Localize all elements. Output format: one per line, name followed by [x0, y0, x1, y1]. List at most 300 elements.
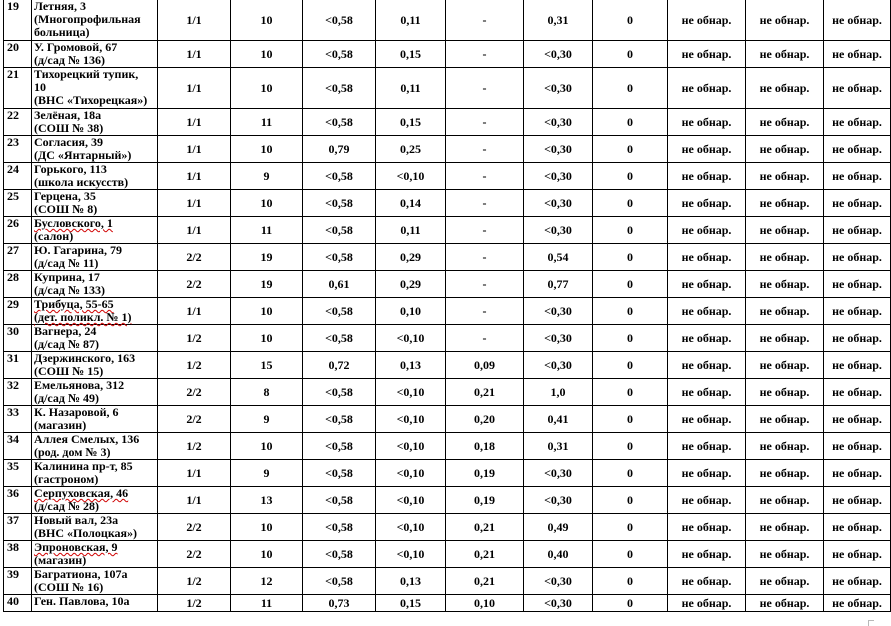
result-2-cell: не обнар.	[746, 487, 824, 514]
value-a-cell: 0,79	[303, 136, 376, 163]
measurement-table	[3, 0, 891, 612]
address-cell	[32, 217, 158, 244]
value-c-cell: -	[446, 217, 524, 244]
value-a-cell: <0,58	[303, 433, 376, 460]
value-e-cell: 0	[593, 190, 668, 217]
value-a-cell: 0,61	[303, 271, 376, 298]
value-d-cell: 0,49	[524, 514, 593, 541]
row-number: 29	[4, 298, 32, 325]
result-1-cell: не обнар.	[668, 568, 746, 595]
value-b-cell: <0,10	[376, 460, 446, 487]
value-b-cell: 0,15	[376, 109, 446, 136]
address-line: Бусловского, 1	[34, 216, 113, 230]
address-line: (салон)	[34, 229, 74, 243]
value-d-cell: 1,0	[524, 379, 593, 406]
sample-count-cell: 1/1	[158, 163, 231, 190]
result-1-cell: не обнар.	[668, 514, 746, 541]
value-a-cell: <0,58	[303, 41, 376, 68]
table-row	[4, 163, 891, 190]
value-e-cell: 0	[593, 163, 668, 190]
samples-total-cell: 10	[231, 190, 303, 217]
row-number: 38	[4, 541, 32, 568]
table-row	[4, 0, 891, 41]
address-line: Зелёная, 18а	[34, 108, 102, 122]
address-line: (д/сад № 11)	[34, 256, 99, 270]
samples-total-cell: 10	[231, 298, 303, 325]
address-cell	[32, 271, 158, 298]
sample-count-cell: 1/1	[158, 136, 231, 163]
value-b-cell: <0,10	[376, 433, 446, 460]
value-a-cell: <0,58	[303, 109, 376, 136]
value-c-cell: -	[446, 190, 524, 217]
result-3-cell: не обнар.	[824, 190, 891, 217]
value-d-cell: <0,30	[524, 298, 593, 325]
value-a-cell: <0,58	[303, 514, 376, 541]
address-line: Ю. Гагарина, 79	[34, 243, 123, 257]
result-1-cell: не обнар.	[668, 244, 746, 271]
value-c-cell: 0,21	[446, 568, 524, 595]
result-2-cell: не обнар.	[746, 379, 824, 406]
row-number: 28	[4, 271, 32, 298]
sample-count-cell: 1/2	[158, 352, 231, 379]
address-line: (гастроном)	[34, 472, 99, 486]
value-b-cell: <0,10	[376, 541, 446, 568]
result-2-cell: не обнар.	[746, 136, 824, 163]
result-1-cell: не обнар.	[668, 217, 746, 244]
value-d-cell: 0,31	[524, 433, 593, 460]
address-line: (род. дом № 3)	[34, 445, 111, 459]
samples-total-cell: 15	[231, 352, 303, 379]
value-a-cell: <0,58	[303, 379, 376, 406]
value-c-cell: 0,21	[446, 541, 524, 568]
value-c-cell: 0,10	[446, 595, 524, 612]
address-line: (СОШ № 38)	[34, 121, 104, 135]
value-b-cell: 0,14	[376, 190, 446, 217]
value-b-cell: <0,10	[376, 325, 446, 352]
row-number: 32	[4, 379, 32, 406]
value-c-cell: -	[446, 136, 524, 163]
row-number: 26	[4, 217, 32, 244]
address-line: больница)	[34, 25, 90, 39]
sample-count-cell: 1/2	[158, 595, 231, 612]
table-row	[4, 41, 891, 68]
result-2-cell: не обнар.	[746, 271, 824, 298]
result-1-cell: не обнар.	[668, 352, 746, 379]
result-1-cell: не обнар.	[668, 460, 746, 487]
value-b-cell: 0,11	[376, 0, 446, 41]
result-1-cell: не обнар.	[668, 406, 746, 433]
result-2-cell: не обнар.	[746, 244, 824, 271]
result-1-cell: не обнар.	[668, 163, 746, 190]
address-cell	[32, 379, 158, 406]
result-3-cell: не обнар.	[824, 460, 891, 487]
value-d-cell: 0,77	[524, 271, 593, 298]
address-cell	[32, 109, 158, 136]
sample-count-cell: 1/1	[158, 68, 231, 109]
address-line: (СОШ № 15)	[34, 364, 104, 378]
sample-count-cell: 1/2	[158, 325, 231, 352]
value-a-cell: <0,58	[303, 190, 376, 217]
result-3-cell: не обнар.	[824, 514, 891, 541]
row-number: 40	[4, 595, 32, 612]
address-line: (ДС «Янтарный»)	[34, 148, 132, 162]
value-b-cell: <0,10	[376, 514, 446, 541]
value-b-cell: 0,29	[376, 271, 446, 298]
sample-count-cell: 2/2	[158, 514, 231, 541]
sample-count-cell: 2/2	[158, 541, 231, 568]
table-row	[4, 68, 891, 109]
address-line: Горького, 113	[34, 162, 107, 176]
sample-count-cell: 1/1	[158, 298, 231, 325]
result-3-cell: не обнар.	[824, 541, 891, 568]
result-2-cell: не обнар.	[746, 460, 824, 487]
value-e-cell: 0	[593, 244, 668, 271]
value-d-cell: <0,30	[524, 41, 593, 68]
address-line: У. Громовой, 67	[34, 40, 118, 54]
row-number: 39	[4, 568, 32, 595]
address-line: Куприна, 17	[34, 270, 100, 284]
result-1-cell: не обнар.	[668, 298, 746, 325]
table-row	[4, 595, 891, 612]
address-line: Емельянова, 312	[34, 378, 125, 392]
result-3-cell: не обнар.	[824, 433, 891, 460]
value-d-cell: 0,40	[524, 541, 593, 568]
samples-total-cell: 10	[231, 433, 303, 460]
value-e-cell: 0	[593, 109, 668, 136]
value-a-cell: <0,58	[303, 568, 376, 595]
result-2-cell: не обнар.	[746, 41, 824, 68]
address-line: (д/сад № 28)	[34, 499, 99, 513]
samples-total-cell: 11	[231, 109, 303, 136]
value-d-cell: <0,30	[524, 325, 593, 352]
value-d-cell: <0,30	[524, 568, 593, 595]
row-number: 19	[4, 0, 32, 41]
value-a-cell: <0,58	[303, 406, 376, 433]
address-line: (магазин)	[34, 553, 87, 567]
address-line: (школа искусств)	[34, 175, 129, 189]
value-e-cell: 0	[593, 271, 668, 298]
result-1-cell: не обнар.	[668, 136, 746, 163]
address-line: (ВНС «Тихорецкая»)	[34, 93, 148, 107]
sample-count-cell: 1/1	[158, 487, 231, 514]
result-3-cell: не обнар.	[824, 595, 891, 612]
value-e-cell: 0	[593, 433, 668, 460]
address-cell	[32, 163, 158, 190]
value-d-cell: <0,30	[524, 487, 593, 514]
value-e-cell: 0	[593, 0, 668, 41]
result-3-cell: не обнар.	[824, 0, 891, 41]
value-d-cell: <0,30	[524, 163, 593, 190]
result-2-cell: не обнар.	[746, 217, 824, 244]
result-1-cell: не обнар.	[668, 41, 746, 68]
table-row	[4, 271, 891, 298]
value-c-cell: -	[446, 325, 524, 352]
address-cell	[32, 244, 158, 271]
table-body	[4, 0, 891, 612]
samples-total-cell: 19	[231, 271, 303, 298]
address-cell	[32, 433, 158, 460]
value-b-cell: <0,10	[376, 379, 446, 406]
row-number: 37	[4, 514, 32, 541]
result-3-cell: не обнар.	[824, 68, 891, 109]
address-line: (д/сад № 49)	[34, 391, 99, 405]
address-line: Эпроновская, 9	[34, 540, 118, 554]
sample-count-cell: 1/1	[158, 190, 231, 217]
address-cell	[32, 298, 158, 325]
result-3-cell: не обнар.	[824, 379, 891, 406]
row-number: 34	[4, 433, 32, 460]
value-e-cell: 0	[593, 352, 668, 379]
value-a-cell: 0,73	[303, 595, 376, 612]
value-c-cell: 0,18	[446, 433, 524, 460]
table-row	[4, 487, 891, 514]
address-line: Калинина пр-т, 85	[34, 459, 133, 473]
table-row	[4, 136, 891, 163]
value-c-cell: -	[446, 109, 524, 136]
address-cell	[32, 406, 158, 433]
table-row	[4, 460, 891, 487]
address-line: (Многопрофильная	[34, 12, 141, 26]
value-c-cell: -	[446, 271, 524, 298]
value-b-cell: <0,10	[376, 406, 446, 433]
result-3-cell: не обнар.	[824, 244, 891, 271]
result-2-cell: не обнар.	[746, 406, 824, 433]
value-e-cell: 0	[593, 406, 668, 433]
result-3-cell: не обнар.	[824, 136, 891, 163]
result-3-cell: не обнар.	[824, 352, 891, 379]
value-a-cell: <0,58	[303, 163, 376, 190]
value-d-cell: <0,30	[524, 136, 593, 163]
result-2-cell: не обнар.	[746, 298, 824, 325]
address-line: Летняя, 3	[34, 0, 86, 13]
value-e-cell: 0	[593, 298, 668, 325]
result-2-cell: не обнар.	[746, 352, 824, 379]
address-line: (д/сад № 136)	[34, 53, 105, 67]
value-d-cell: <0,30	[524, 352, 593, 379]
value-c-cell: 0,09	[446, 352, 524, 379]
result-2-cell: не обнар.	[746, 595, 824, 612]
result-1-cell: не обнар.	[668, 271, 746, 298]
value-a-cell: <0,58	[303, 217, 376, 244]
samples-total-cell: 9	[231, 406, 303, 433]
value-d-cell: <0,30	[524, 68, 593, 109]
result-2-cell: не обнар.	[746, 325, 824, 352]
row-number: 35	[4, 460, 32, 487]
address-line: (д/сад № 87)	[34, 337, 99, 351]
result-3-cell: не обнар.	[824, 109, 891, 136]
value-e-cell: 0	[593, 41, 668, 68]
address-cell	[32, 0, 158, 41]
sample-count-cell: 1/1	[158, 0, 231, 41]
value-c-cell: -	[446, 298, 524, 325]
address-line: (ВНС «Полоцкая»)	[34, 526, 138, 540]
result-1-cell: не обнар.	[668, 109, 746, 136]
value-b-cell: 0,25	[376, 136, 446, 163]
address-cell	[32, 68, 158, 109]
value-a-cell: <0,58	[303, 0, 376, 41]
samples-total-cell: 11	[231, 217, 303, 244]
sample-count-cell: 2/2	[158, 271, 231, 298]
value-c-cell: -	[446, 68, 524, 109]
address-cell	[32, 487, 158, 514]
samples-total-cell: 10	[231, 514, 303, 541]
table-row	[4, 541, 891, 568]
value-a-cell: <0,58	[303, 541, 376, 568]
value-c-cell: -	[446, 163, 524, 190]
value-d-cell: <0,30	[524, 190, 593, 217]
value-a-cell: <0,58	[303, 487, 376, 514]
table-row	[4, 325, 891, 352]
row-number: 31	[4, 352, 32, 379]
samples-total-cell: 8	[231, 379, 303, 406]
samples-total-cell: 10	[231, 136, 303, 163]
sample-count-cell: 2/2	[158, 406, 231, 433]
row-number: 23	[4, 136, 32, 163]
address-cell	[32, 568, 158, 595]
result-3-cell: не обнар.	[824, 298, 891, 325]
result-1-cell: не обнар.	[668, 0, 746, 41]
result-2-cell: не обнар.	[746, 0, 824, 41]
address-line: Аллея Смелых, 136	[34, 432, 140, 446]
address-cell	[32, 325, 158, 352]
samples-total-cell: 11	[231, 595, 303, 612]
samples-total-cell: 9	[231, 460, 303, 487]
row-number: 30	[4, 325, 32, 352]
value-b-cell: 0,11	[376, 68, 446, 109]
address-line: Герцена, 35	[34, 189, 96, 203]
sample-count-cell: 2/2	[158, 379, 231, 406]
value-d-cell: <0,30	[524, 595, 593, 612]
address-line: (дет. поликл. № 1)	[34, 310, 132, 324]
value-c-cell: -	[446, 244, 524, 271]
address-line: Дзержинского, 163	[34, 351, 136, 365]
table-row	[4, 298, 891, 325]
samples-total-cell: 9	[231, 163, 303, 190]
value-a-cell: <0,58	[303, 68, 376, 109]
result-2-cell: не обнар.	[746, 109, 824, 136]
value-d-cell: <0,30	[524, 217, 593, 244]
value-b-cell: 0,10	[376, 298, 446, 325]
value-e-cell: 0	[593, 217, 668, 244]
value-e-cell: 0	[593, 68, 668, 109]
sample-count-cell: 1/1	[158, 109, 231, 136]
row-number: 27	[4, 244, 32, 271]
address-line: Ген. Павлова, 10а	[34, 594, 130, 608]
address-line: Трибуца, 55-65	[34, 297, 114, 311]
result-1-cell: не обнар.	[668, 541, 746, 568]
value-b-cell: <0,10	[376, 487, 446, 514]
address-cell	[32, 595, 158, 612]
value-e-cell: 0	[593, 568, 668, 595]
result-1-cell: не обнар.	[668, 379, 746, 406]
row-number: 22	[4, 109, 32, 136]
value-e-cell: 0	[593, 487, 668, 514]
result-2-cell: не обнар.	[746, 163, 824, 190]
address-line: (магазин)	[34, 418, 87, 432]
value-d-cell: 0,54	[524, 244, 593, 271]
address-line: (СОШ № 16)	[34, 580, 104, 594]
table-row	[4, 244, 891, 271]
result-1-cell: не обнар.	[668, 433, 746, 460]
address-line: Багратиона, 107а	[34, 567, 128, 581]
samples-total-cell: 12	[231, 568, 303, 595]
value-e-cell: 0	[593, 379, 668, 406]
value-e-cell: 0	[593, 460, 668, 487]
table-row	[4, 217, 891, 244]
address-line: 10	[34, 80, 46, 94]
row-number: 25	[4, 190, 32, 217]
address-line: Тихорецкий тупик,	[34, 67, 139, 81]
result-3-cell: не обнар.	[824, 163, 891, 190]
address-cell	[32, 514, 158, 541]
samples-total-cell: 10	[231, 541, 303, 568]
table-row	[4, 514, 891, 541]
value-e-cell: 0	[593, 595, 668, 612]
address-line: К. Назаровой, 6	[34, 405, 119, 419]
value-a-cell: <0,58	[303, 460, 376, 487]
result-3-cell: не обнар.	[824, 406, 891, 433]
result-1-cell: не обнар.	[668, 325, 746, 352]
sample-count-cell: 1/1	[158, 217, 231, 244]
table-row	[4, 109, 891, 136]
result-2-cell: не обнар.	[746, 541, 824, 568]
result-3-cell: не обнар.	[824, 271, 891, 298]
table-row	[4, 433, 891, 460]
address-cell	[32, 136, 158, 163]
value-a-cell: 0,72	[303, 352, 376, 379]
value-a-cell: <0,58	[303, 244, 376, 271]
value-e-cell: 0	[593, 136, 668, 163]
result-3-cell: не обнар.	[824, 487, 891, 514]
address-line: Согласия, 39	[34, 135, 103, 149]
address-cell	[32, 352, 158, 379]
value-d-cell: 0,41	[524, 406, 593, 433]
page-corner-mark	[868, 620, 874, 626]
samples-total-cell: 13	[231, 487, 303, 514]
address-cell	[32, 541, 158, 568]
value-c-cell: -	[446, 41, 524, 68]
value-b-cell: 0,29	[376, 244, 446, 271]
samples-total-cell: 10	[231, 0, 303, 41]
table-row	[4, 568, 891, 595]
address-cell	[32, 460, 158, 487]
value-d-cell: <0,30	[524, 460, 593, 487]
table-row	[4, 406, 891, 433]
address-line: Серпуховская, 46	[34, 486, 129, 500]
samples-total-cell: 19	[231, 244, 303, 271]
result-2-cell: не обнар.	[746, 568, 824, 595]
value-a-cell: <0,58	[303, 325, 376, 352]
result-2-cell: не обнар.	[746, 514, 824, 541]
address-cell	[32, 41, 158, 68]
value-e-cell: 0	[593, 514, 668, 541]
table-row	[4, 352, 891, 379]
sample-count-cell: 1/1	[158, 460, 231, 487]
table-row	[4, 379, 891, 406]
row-number: 20	[4, 41, 32, 68]
result-3-cell: не обнар.	[824, 217, 891, 244]
value-b-cell: 0,11	[376, 217, 446, 244]
value-d-cell: 0,31	[524, 0, 593, 41]
result-2-cell: не обнар.	[746, 433, 824, 460]
result-1-cell: не обнар.	[668, 595, 746, 612]
row-number: 36	[4, 487, 32, 514]
sample-count-cell: 1/2	[158, 568, 231, 595]
address-line: (д/сад № 133)	[34, 283, 105, 297]
address-cell	[32, 190, 158, 217]
address-line: Новый вал, 23а	[34, 513, 119, 527]
value-e-cell: 0	[593, 325, 668, 352]
